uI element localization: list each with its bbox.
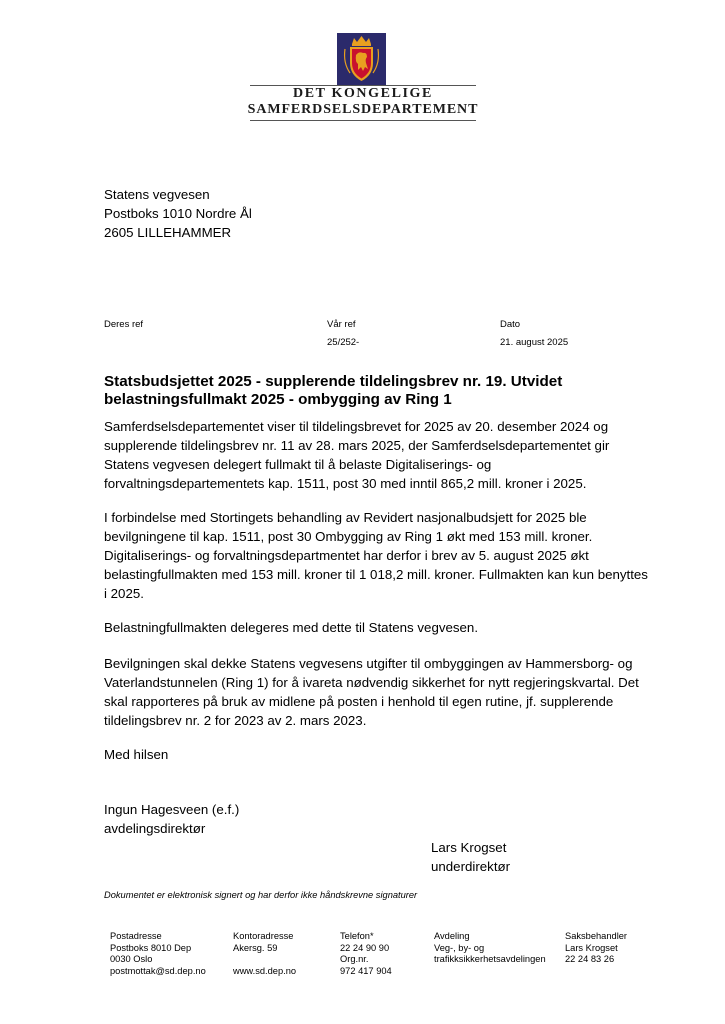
paragraph-line: skal rapporteres på bruk av midlene på posten i henhold til egen rutine, jf. supplerende (104, 694, 614, 709)
signer-1-name: Ingun Hagesveen (e.f.) (104, 802, 240, 817)
coat-of-arms-logo (337, 33, 386, 85)
paragraph-line: tildelingsbrev nr. 2 for 2023 av 2. mars 2023. (104, 713, 367, 728)
signer-1 (104, 800, 239, 838)
footer-line: Org.nr. (340, 954, 369, 964)
footer-line: Akersg. 59 (233, 942, 278, 953)
footer-heading: Postadresse (110, 931, 162, 941)
signer-1-title: avdelingsdirektør (104, 821, 206, 836)
footer-line: 22 24 83 26 (565, 954, 615, 964)
footer-line: 0030 Oslo (110, 954, 153, 964)
footer-line: Postboks 8010 Dep (110, 942, 192, 953)
deres-ref-label: Deres ref (104, 319, 144, 330)
electronic-signature-note: Dokumentet er elektronisk signert og har derfor ikke håndskrevne signaturer (104, 890, 418, 900)
paragraph-4 (104, 654, 664, 730)
paragraph-line: belastingfullmakten med 153 mill. kroner til 1 018,2 mill. kroner. Fullmakten kan kun benyttes (104, 567, 648, 582)
paragraph-3 (104, 618, 664, 637)
dato-value: 21. august 2025 (500, 337, 569, 348)
paragraph-line: Statens vegvesen delegert fullmakt til å belaste Digitaliserings- og (104, 457, 492, 472)
paragraph-line: Belastningfullmakten delegeres med dette til Statens vegvesen. (104, 620, 479, 635)
footer-kontoradresse (233, 931, 296, 977)
paragraph-line: i 2025. (104, 586, 144, 601)
paragraph-2 (104, 508, 664, 603)
paragraph-line: I forbindelse med Stortingets behandling av Revidert nasjonalbudsjett for 2025 ble (104, 510, 587, 525)
closing-greeting: Med hilsen (104, 747, 169, 762)
paragraph-line: Digitaliserings- og forvaltningsdepartmentet har derfor i brev av 5. august 2025 økt (104, 548, 589, 563)
department-name-line2: SAMFERDSELSDEPARTEMENT (247, 102, 479, 117)
letter-title-line: belastningsfullmakt 2025 - ombygging av Ring 1 (104, 391, 452, 408)
signer-2-title: underdirektør (431, 859, 511, 874)
dato-label: Dato (500, 319, 521, 330)
footer-saksbehandler (565, 931, 627, 966)
paragraph-line: Samferdselsdepartementet viser til tildelingsbrevet for 2025 av 20. desember 2024 og (104, 419, 609, 434)
paragraph-line: Bevilgningen skal dekke Statens vegvesens utgifter til ombyggingen av Hammersborg- og (104, 656, 633, 671)
signer-2 (431, 838, 510, 876)
var-ref-label: Vår ref (327, 319, 356, 330)
paragraph-line: supplerende tildelingsbrev nr. 11 av 28. mars 2025, der Samferdselsdepartementet gir (104, 438, 610, 453)
footer-avdeling (434, 931, 546, 966)
recipient-line: Statens vegvesen (104, 187, 210, 202)
footer-line (233, 954, 296, 966)
recipient-line: 2605 LILLEHAMMER (104, 225, 232, 240)
footer-postadresse (110, 931, 206, 977)
department-name-line1: DET KONGELIGE (293, 86, 433, 101)
footer-line: 22 24 90 90 (340, 942, 390, 953)
paragraph-line: forvaltningsdepartementets kap. 1511, post 30 med inntil 865,2 mill. kroner i 2025. (104, 476, 587, 491)
paragraph-line: Vaterlandstunnelen (Ring 1) for å ivareta nødvendig sikkerhet for nytt regjeringskvartal. Det (104, 675, 639, 690)
footer-heading: Saksbehandler (565, 931, 628, 941)
footer-telefon (340, 931, 392, 977)
recipient-address (104, 185, 252, 242)
lion-shield-icon (337, 33, 386, 85)
header-rule-bottom (250, 120, 476, 121)
var-ref-value: 25/252- (327, 337, 360, 348)
letter-title-line: Statsbudsjettet 2025 - supplerende tildelingsbrev nr. 19. Utvidet (104, 373, 563, 390)
footer-line: Veg-, by- og (434, 942, 485, 953)
footer-line: trafikksikkerhetsavdelingen (434, 954, 546, 964)
footer-heading: Telefon* (340, 931, 374, 941)
footer-line: 972 417 904 (340, 965, 392, 976)
footer-line: Lars Krogset (565, 942, 618, 953)
footer-heading: Avdeling (434, 931, 470, 941)
recipient-line: Postboks 1010 Nordre Ål (104, 206, 252, 221)
letter-title (104, 373, 604, 409)
paragraph-line: bevilgningene til kap. 1511, post 30 Ombygging av Ring 1 økt med 153 mill. kroner. (104, 529, 593, 544)
signer-2-name: Lars Krogset (431, 840, 507, 855)
footer-email-link[interactable]: postmottak@sd.dep.no (110, 965, 206, 976)
paragraph-1 (104, 417, 664, 493)
footer-website-link[interactable]: www.sd.dep.no (233, 965, 297, 976)
footer-heading: Kontoradresse (233, 931, 294, 941)
